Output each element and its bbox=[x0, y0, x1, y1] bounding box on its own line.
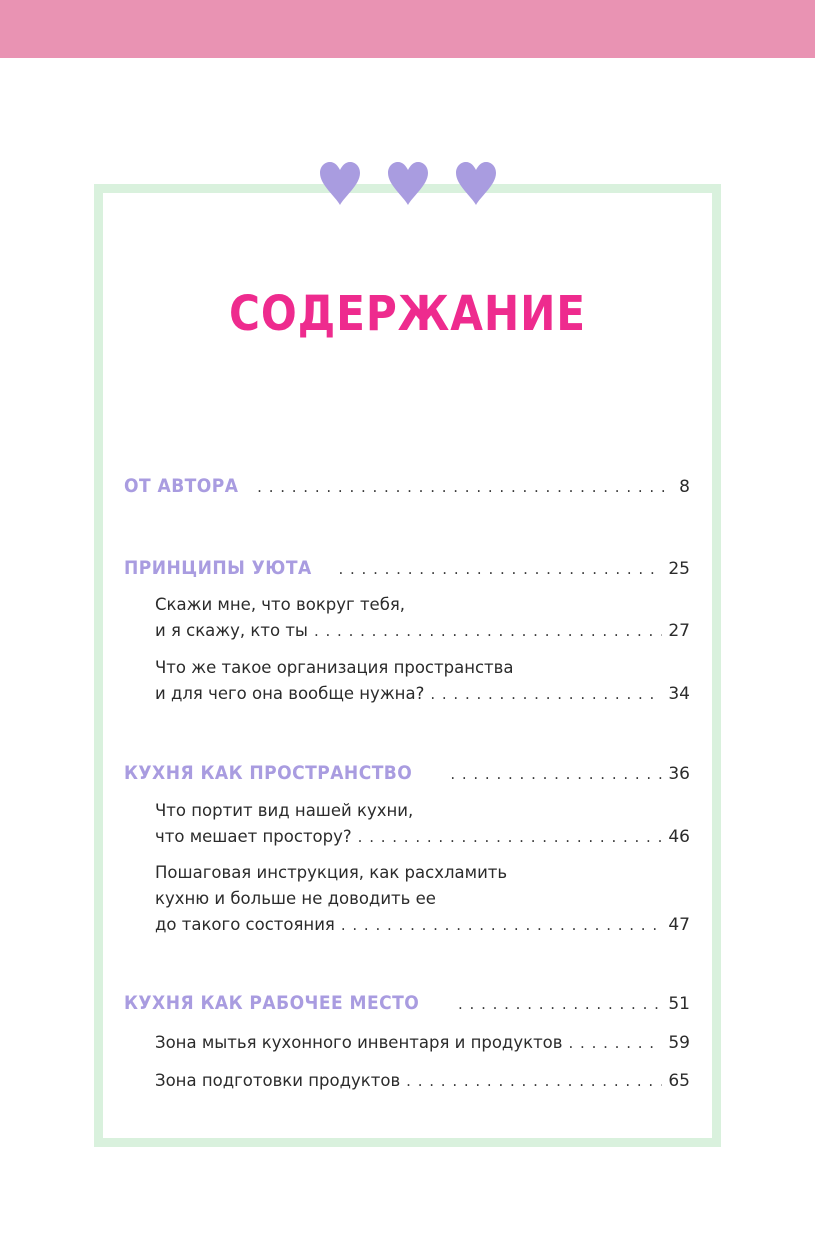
toc-entry-label: Зона мытья кухонного инвентаря и продуктов bbox=[155, 1033, 563, 1052]
toc-sub-entry[interactable] bbox=[155, 860, 690, 938]
toc-entry-label: и для чего она вообще нужна? bbox=[155, 684, 425, 703]
toc-entry-label: и я скажу, кто ты bbox=[155, 621, 308, 640]
toc-sub-entry[interactable] bbox=[155, 592, 690, 644]
toc-entry-line: кухню и больше не доводить ее bbox=[155, 889, 436, 908]
toc-entry-label: ПРИНЦИПЫ УЮТА bbox=[124, 557, 312, 579]
toc-sub-entry[interactable] bbox=[155, 1068, 690, 1094]
toc-page-number: 51 bbox=[668, 994, 690, 1014]
toc-entry-line: Пошаговая инструкция, как расхламить bbox=[155, 863, 508, 882]
toc-entry-label: что мешает простору? bbox=[155, 827, 352, 846]
toc-section-entry[interactable] bbox=[124, 992, 690, 1014]
toc-page-number: 27 bbox=[668, 621, 690, 641]
toc-page-number: 59 bbox=[668, 1033, 690, 1053]
toc-page-number: 8 bbox=[679, 477, 690, 497]
toc-page-number: 34 bbox=[668, 684, 690, 704]
top-color-band bbox=[0, 0, 815, 58]
heart-icon bbox=[318, 161, 362, 207]
toc-entry-label: КУХНЯ КАК ПРОСТРАНСТВО bbox=[124, 762, 413, 784]
toc-entry-line: Что портит вид нашей кухни, bbox=[155, 801, 414, 820]
toc-entry-label: Зона подготовки продуктов bbox=[155, 1071, 401, 1090]
toc-sub-entry[interactable] bbox=[155, 1030, 690, 1056]
toc-entry-label: ОТ АВТОРА bbox=[124, 475, 239, 497]
toc-page-number: 65 bbox=[668, 1071, 690, 1091]
toc-sub-entry[interactable] bbox=[155, 798, 690, 850]
toc-section-entry[interactable] bbox=[124, 475, 690, 497]
hearts-decoration bbox=[318, 161, 498, 211]
toc-sub-entry[interactable] bbox=[155, 655, 690, 707]
toc-entry-label: до такого состояния bbox=[155, 915, 335, 934]
toc-entry-line: Скажи мне, что вокруг тебя, bbox=[155, 595, 406, 614]
page-title: СОДЕРЖАНИЕ bbox=[228, 286, 587, 342]
toc-section-entry[interactable] bbox=[124, 762, 690, 784]
toc-page-number: 36 bbox=[668, 764, 690, 784]
toc-entry-label: КУХНЯ КАК РАБОЧЕЕ МЕСТО bbox=[124, 992, 420, 1014]
toc-page-number: 47 bbox=[668, 915, 690, 935]
toc-page-number: 46 bbox=[668, 827, 690, 847]
toc-section-entry[interactable] bbox=[124, 557, 690, 579]
toc-page-number: 25 bbox=[668, 559, 690, 579]
heart-icon bbox=[386, 161, 430, 207]
toc-entry-line: Что же такое организация пространства bbox=[155, 658, 514, 677]
heart-icon bbox=[454, 161, 498, 207]
